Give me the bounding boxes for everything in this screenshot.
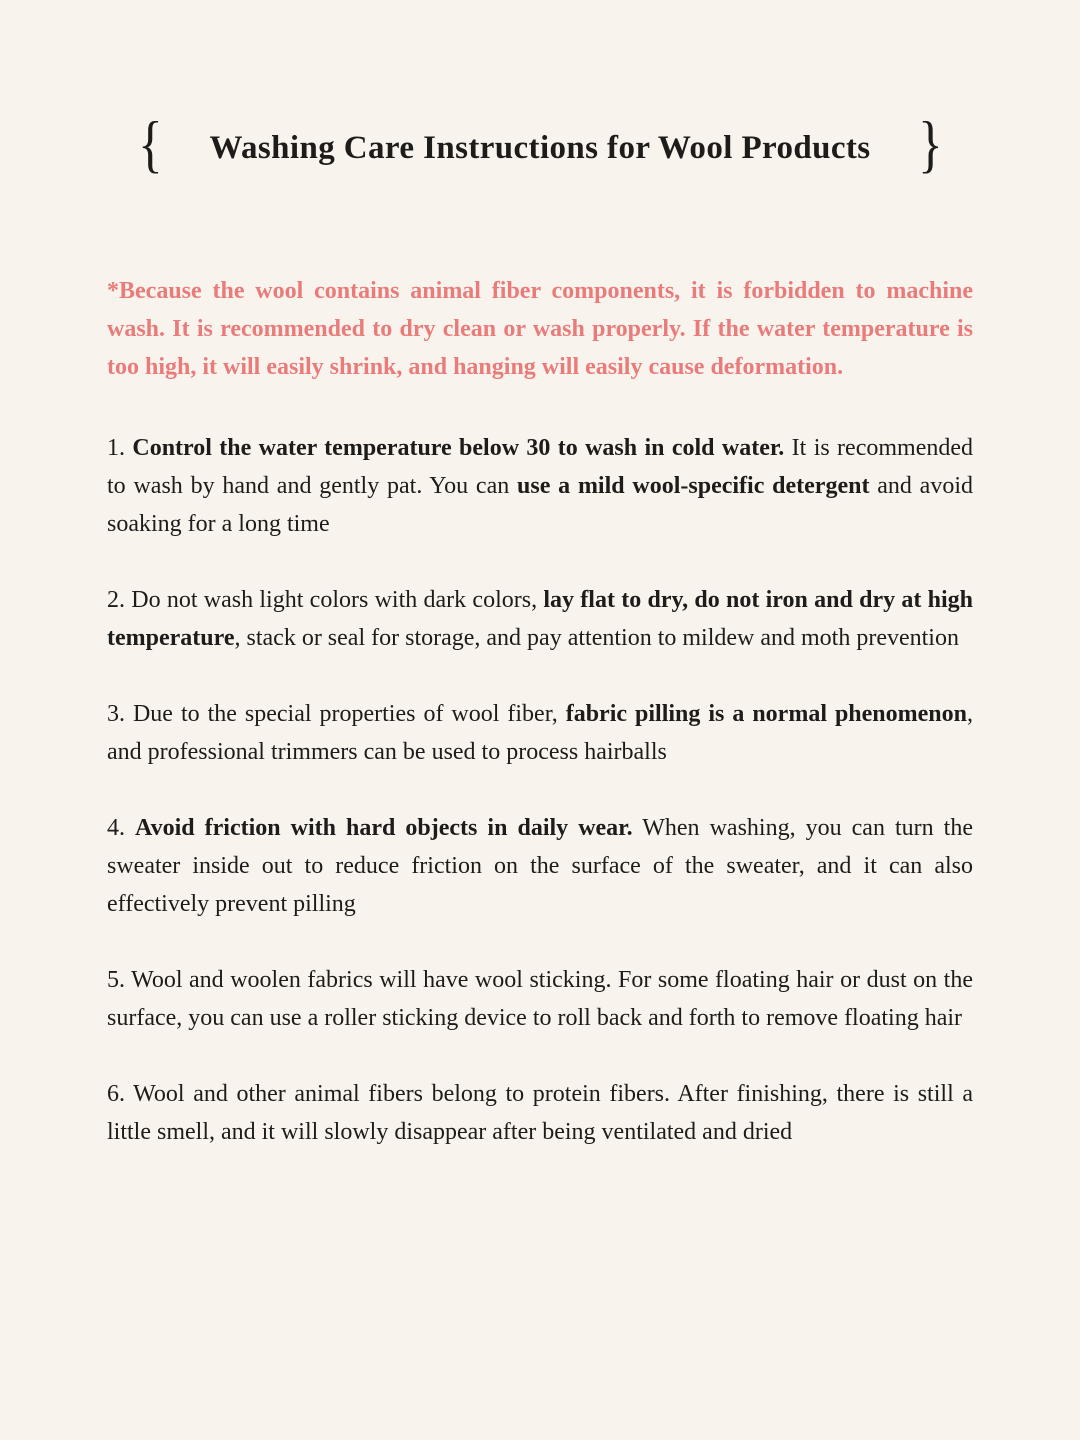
instruction-item-1: 1. Control the water temperature below 30 to wash in cold water. It is recommended to wash by hand and gently pat. You can use a mild wool-specific detergent and avoid soaking for a long time [107, 435, 973, 537]
right-curly-brace-icon: } [917, 108, 943, 179]
page-title: Washing Care Instructions for Wool Products [209, 129, 871, 166]
instruction-item-6: 6. Wool and other animal fibers belong to protein fibers. After finishing, there is still a little smell, and it will slowly disappear after being ventilated and dried [107, 1081, 973, 1145]
instruction-item-4: 4. Avoid friction with hard objects in daily wear. When washing, you can turn the sweater inside out to reduce friction on the surface of the sweater, and it can also effectively prevent pilling [107, 815, 974, 917]
instruction-item-3: 3. Due to the special properties of wool fiber, fabric pilling is a normal phenomenon, and professional trimmers can be used to process hairballs [107, 701, 973, 765]
warning-notice: *Because the wool contains animal fiber components, it is forbidden to machine wash. It is recommended to dry clean or wash properly. If the water temperature is too high, it will easily shrink, and hanging will easily cause deformation. [107, 278, 973, 380]
left-curly-brace-icon: { [137, 108, 163, 179]
instruction-item-5: 5. Wool and woolen fabrics will have wool sticking. For some floating hair or dust on the surface, you can use a roller sticking device to roll back and forth to remove floating hair [107, 967, 973, 1031]
page-header [0, 0, 1080, 184]
instructions-content [0, 272, 1080, 1151]
instruction-item-2: 2. Do not wash light colors with dark colors, lay flat to dry, do not iron and dry at high temperature, stack or seal for storage, and pay attention to mildew and moth prevention [107, 587, 973, 651]
